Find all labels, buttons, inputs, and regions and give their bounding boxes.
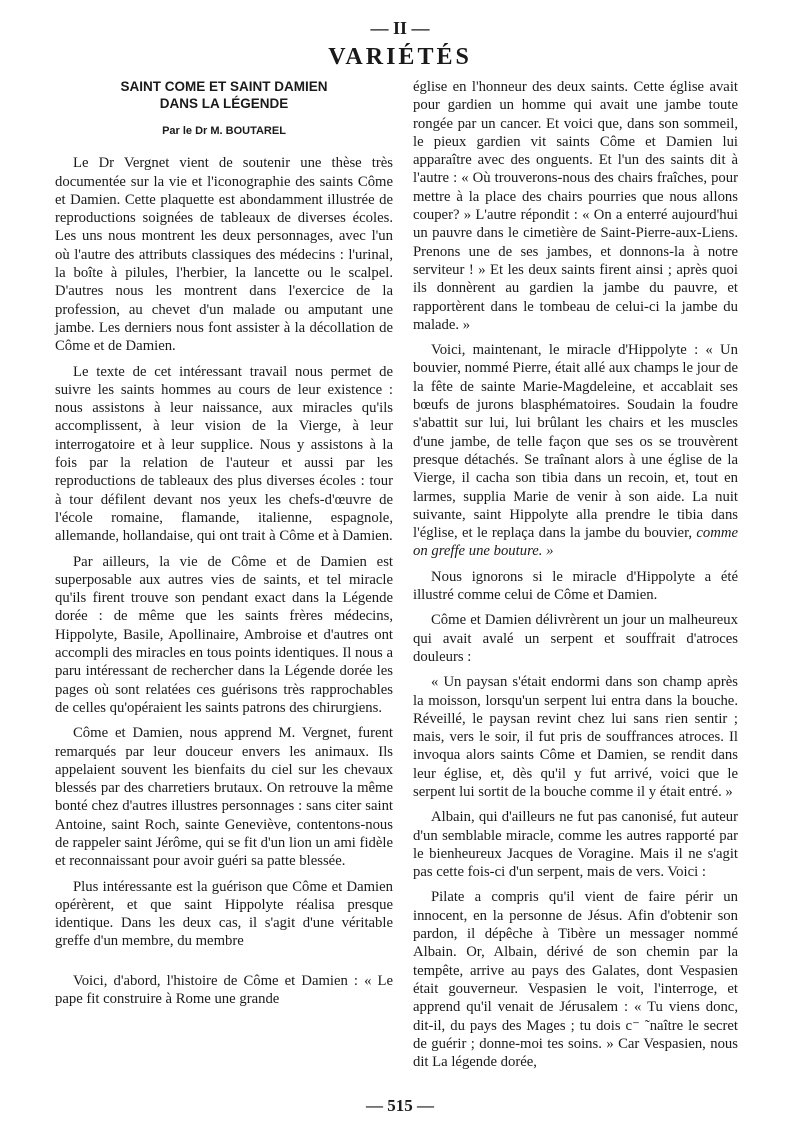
hippolyte-miracle-text: Voici, maintenant, le miracle d'Hippolyte : « Un bouvier, nommé Pierre, était allé aux champs le jour de la fête de sainte Marie-Magdeleine, et accablait ses bœufs de jurons blasphématoires. Soudain la foudre s'abattit sur lui, lui brûlant les chairs et les muscles d'une jambe, de telle façon que ses os se trouvèrent presque détachés. Se traînant alors à une église de la Vierge, il cacha son tibia dans un recoin, et, tout en larmes, supplia Marie de venir à son aide. La nuit suivante, saint Hippolyte alla prendre le tibia dans l'église, et le replaça dans la jambe du bouvier, [413, 342, 738, 542]
left-paragraph: Plus intéressante est la guérison que Côme et Damien opérèrent, et que saint Hippolyte réalisa presque identique. Dans les deux cas, il s'agit d'une véritable greffe d'un membre, du membre [55, 878, 393, 950]
left-column [55, 78, 393, 1015]
left-paragraph: Le texte de cet intéressant travail nous permet de suivre les saints hommes au cours de leur existence : nous assistons à leur naissance, aux miracles qu'ils accomplissent, à leur vision de la Vierge, à leur interrogatoire et à leur supplice. Nous y assistons à la fois par la relation de l'auteur et aussi par les reproductions de tableaux des plus diverses écoles : tour à tour défilent devant nos yeux les chefs-d'œuvre de l'école romaine, flamande, italienne, espagnole, allemande, hollandaise, qui ont trait à Côme et à Damien. [55, 363, 393, 545]
right-paragraph: Pilate a compris qu'il vient de faire périr un innocent, en la personne de Jésus. Afin d'obtenir son pardon, il dépêche à Tibère un messager nommé Albain. Or, Albain, dérivé de son chemin par la tempête, arrive au pays des Galates, dont Vespasien était gouverneur. Vespasien le voit, l'interroge, et apprend qu'il venait de Jérusalem : « Tu viens donc, dit-il, du pays des Mages ; tu dois c⁻ ˜naître le secret de guérir ; donne-moi tes soins. » Car Vespasien, nous dit La légende dorée, [413, 889, 738, 1071]
article-title-line2: DANS LA LÉGENDE [159, 96, 289, 111]
right-paragraph: Nous ignorons si le miracle d'Hippolyte a été illustré comme celui de Côme et Damien. [413, 568, 738, 604]
section-title: VARIÉTÉS [328, 44, 472, 70]
right-paragraph: Côme et Damien délivrèrent un jour un malheureux qui avait avalé un serpent et souffrait d'atroces douleurs : [413, 612, 738, 665]
right-column [413, 78, 738, 1078]
right-paragraph: Albain, qui d'ailleurs ne fut pas canonisé, fut auteur d'un semblable miracle, comme les autres rapporté par le bienheureux Jacques de Voragine. Mais il ne s'agit pas cette fois-ci d'un serpent, mais de vers. Voici : [413, 809, 738, 881]
running-page-marker: — II — [370, 18, 430, 38]
right-paragraph [413, 341, 738, 561]
right-paragraph: église en l'honneur des deux saints. Cette église avait pour gardien un homme qui avait une jambe toute rongée par un cancer. Et voici que, dans son sommeil, le pieux gardien vit saints Côme et Damien lui apparaître avec des onguents. Et l'un des saints dit à l'autre : « Où trouverons-nous des chairs fraîches, pour mettre à la place des chairs pourries que nous allons couper? » L'autre répondit : « On a enterré aujourd'hui un pauvre dans le cimetière de Saint-Pierre-aux-Liens. Prenons une de ses jambes, et donnons-la à notre serviteur ! » Et les deux saints firent ainsi ; après quoi ils donnèrent au gardien la jambe du pauvre, et rapportèrent dans le tombeau de celui-ci la jambe du malade. » [413, 79, 738, 333]
left-paragraph: Le Dr Vergnet vient de soutenir une thèse très documentée sur la vie et l'iconographie des saints Côme et Damien. Cette plaquette est abondamment illustrée de reproductions soignées de tableaux de diverses écoles. Les uns nous montrent les deux personnages, avec l'un où l'autre des attributs classiques des médecins : l'urinal, la boîte à pilules, l'herbier, la lancette ou le scalpel. D'autres nous les montrent dans l'exercice de la profession, au chevet d'un malade ou amputant une jambe. Les derniers nous font assister à la décollation de Côme et de Damien. [55, 155, 393, 355]
left-paragraph: Voici, d'abord, l'histoire de Côme et Damien : « Le pape fit construire à Rome une grande [55, 972, 393, 1008]
page-number: — 515 — [366, 1096, 434, 1115]
left-paragraph: Côme et Damien, nous apprend M. Vergnet, furent remarqués par leur douceur envers les animaux. Ils appelaient souvent les bienfaits du ciel sur les chevaux blessés par des charretiers brutaux. On retrouve la même bonté chez d'autres illustres personnages : sans citer saint Antoine, saint Roch, sainte Geneviève, contentons-nous de rappeler saint Jérôme, qui se fit d'un lion un ami fidèle et reconnaissant pour avoir guéri sa patte blessée. [55, 725, 393, 870]
right-paragraph: « Un paysan s'était endormi dans son champ après la moisson, lorsqu'un serpent lui entra dans la bouche. Réveillé, le paysan revint chez lui sans rien sentir ; mais, vers le soir, il fut pris de souffrances atroces. Il invoqua alors saints Côme et Damien, se rendit dans leur église, et, dès qu'il y fut arrivé, voici que le serpent lui sortit de la bouche comme il y était entré. » [413, 674, 738, 800]
italic-quote: comme on greffe une bouture. » [413, 525, 738, 560]
left-paragraph: Par ailleurs, la vie de Côme et de Damien est superposable aux autres vies de saints, et tel miracle qu'ils firent trouve son pendant exact dans la Légende dorée : de même que les saints frères médecins, Hippolyte, Basile, Apollinaire, Ambroise et d'autres ont accompli des miracles en tous points identiques. Il nous a paru intéressant de rechercher dans la Légende dorée les pages où sont relatées ces guérisons très rapprochables de celles qu'opéraient les saints patrons des chirurgiens. [55, 553, 393, 716]
article-author: Par le Dr M. BOUTAREL [162, 125, 286, 137]
article-title-line1: SAINT COME ET SAINT DAMIEN [120, 79, 328, 94]
paragraph-gap [55, 958, 393, 972]
